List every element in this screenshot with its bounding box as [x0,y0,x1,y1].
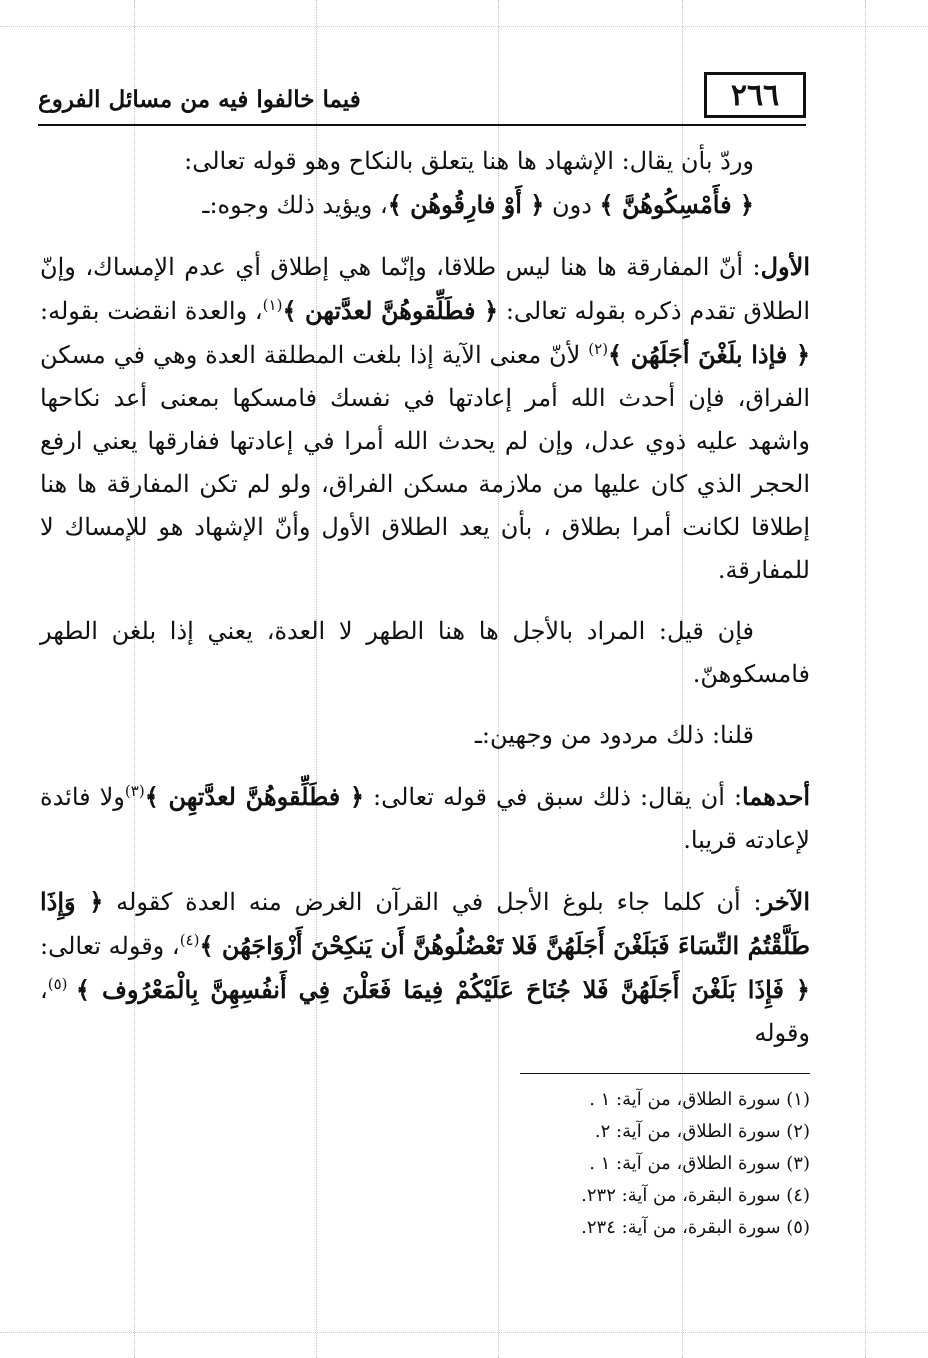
paragraph-second-reason [40,880,810,1055]
paragraph-text: لأنّ معنى الآية إذا بلغت المطلقة العدة وهي في مسكن الفراق، فإن أحدث الله أمر إعادتها في نفسك فامسكها بمعنى أعد نكاحها واشهد عليه ذوي عدل، وإن لم يحدث الله أمرا في إعادتها ففارقها يعني ارفع الحجر الذي كان عليها من ملازمة مسكن الفراق، ولو لم تكن المفارقة ها هنا إطلاقا لكانت أمرا بطلاق ، بأن يعد الطلاق الأول وأنّ الإشهاد هو للإمساك لا للمفارقة. [40,341,810,584]
footnotes [310,1084,810,1244]
quran-verse: ﴿ أَوْ فارِقُوهُن ﴾ [387,190,545,219]
paragraph-text: ، والعدة انقضت بقوله: [40,297,263,325]
quran-verse: ﴿ فأَمْسِكُوهُنَّ ﴾ [599,190,754,219]
footnote-item: (٤) سورة البقرة، من آية: ٢٣٢. [581,1185,810,1206]
quran-verse: ﴿ فطَلِّقوهُنَّ لعدَّتهِن ﴾ [144,782,365,811]
scan-grid-line [0,1332,928,1333]
footnote-ref: (٥) [47,975,76,993]
footnote-separator [520,1073,810,1074]
paragraph-2 [40,183,810,227]
paragraph-1: وردّ بأن يقال: الإشهاد ها هنا يتعلق بالنكاح وهو قوله تعالى: [184,147,754,175]
point-heading: الآخر [761,887,811,916]
body-text [40,140,810,1055]
footnote-item: (٣) سورة الطلاق، من آية: ١ . [589,1153,810,1174]
paragraph-text: ، ويؤيد ذلك وجوه:ـ [202,191,388,219]
paragraph-text: ، وقوله تعالى: [40,932,180,960]
point-heading: أحدهما [742,782,810,811]
quran-verse: ﴿ فإذا بلَغْنَ أجَلَهُن ﴾ [608,340,811,369]
footnote-ref: (٤) [179,931,200,949]
paragraph-text: ، وقوله [40,976,810,1047]
paragraph-text: : أن كلما جاء بلوغ الأجل في القرآن الغرض منه العدة كقوله [103,888,762,916]
footnote-ref: (٢) [588,340,609,358]
point-heading: الأول [760,252,810,281]
header-rule [38,124,806,126]
running-title: فيما خالفوا فيه من مسائل الفروع [38,86,361,113]
paragraph-text: ولا فائدة لإعادته قريبا. [40,783,810,854]
paragraph-reply: قلنا: ذلك مردود من وجهين:ـ [474,721,754,749]
quran-verse: ﴿ فَإِذَا بَلَغْنَ أَجَلَهُنَّ فَلا جُنَاحَ عَلَيْكُمْ فِيمَا فَعَلْنَ فِي أَنفُسِهِنَّ بِالْمَعْرُوف ﴾ [75,975,810,1004]
paragraph-first-reason [40,775,810,862]
scan-grid-line [865,0,866,1358]
quran-verse: ﴿ وَإِذَا طَلَّقْتُمُ النِّسَاءَ فَبَلَغْنَ أَجَلَهُنَّ فَلا تَعْضُلُوهُنَّ أَن يَنكِحْنَ أَزْوَاجَهُن ﴾ [40,887,810,960]
quran-verse: ﴿ فطَلِّقوهُنَّ لعدَّتهن ﴾ [282,296,499,325]
paragraph-text: دون [544,191,600,219]
paragraph-first-point [40,245,810,592]
scan-grid-line [0,26,928,27]
paragraph-text: : أنّ المفارقة ها هنا ليس طلاقا، وإنّما هي إطلاق أي عدم الإمساك، وإنّ الطلاق تقدم ذكره بقوله تعالى: [40,253,810,325]
footnote-item: (٢) سورة الطلاق، من آية: ٢. [594,1121,810,1142]
footnote-item: (١) سورة الطلاق، من آية: ١ . [589,1089,810,1110]
paragraph-objection: فإن قيل: المراد بالأجل ها هنا الطهر لا العدة، يعني إذا بلغن الطهر فامسكوهنّ. [40,617,810,688]
page-number: ٢٦٦ [704,72,806,118]
paragraph-text: : أن يقال: ذلك سبق في قوله تعالى: [364,783,743,811]
footnote-ref: (٣) [124,782,145,800]
page-header [38,68,806,126]
footnote-item: (٥) سورة البقرة، من آية: ٢٣٤. [581,1217,810,1238]
footnote-ref: (١) [262,296,283,314]
